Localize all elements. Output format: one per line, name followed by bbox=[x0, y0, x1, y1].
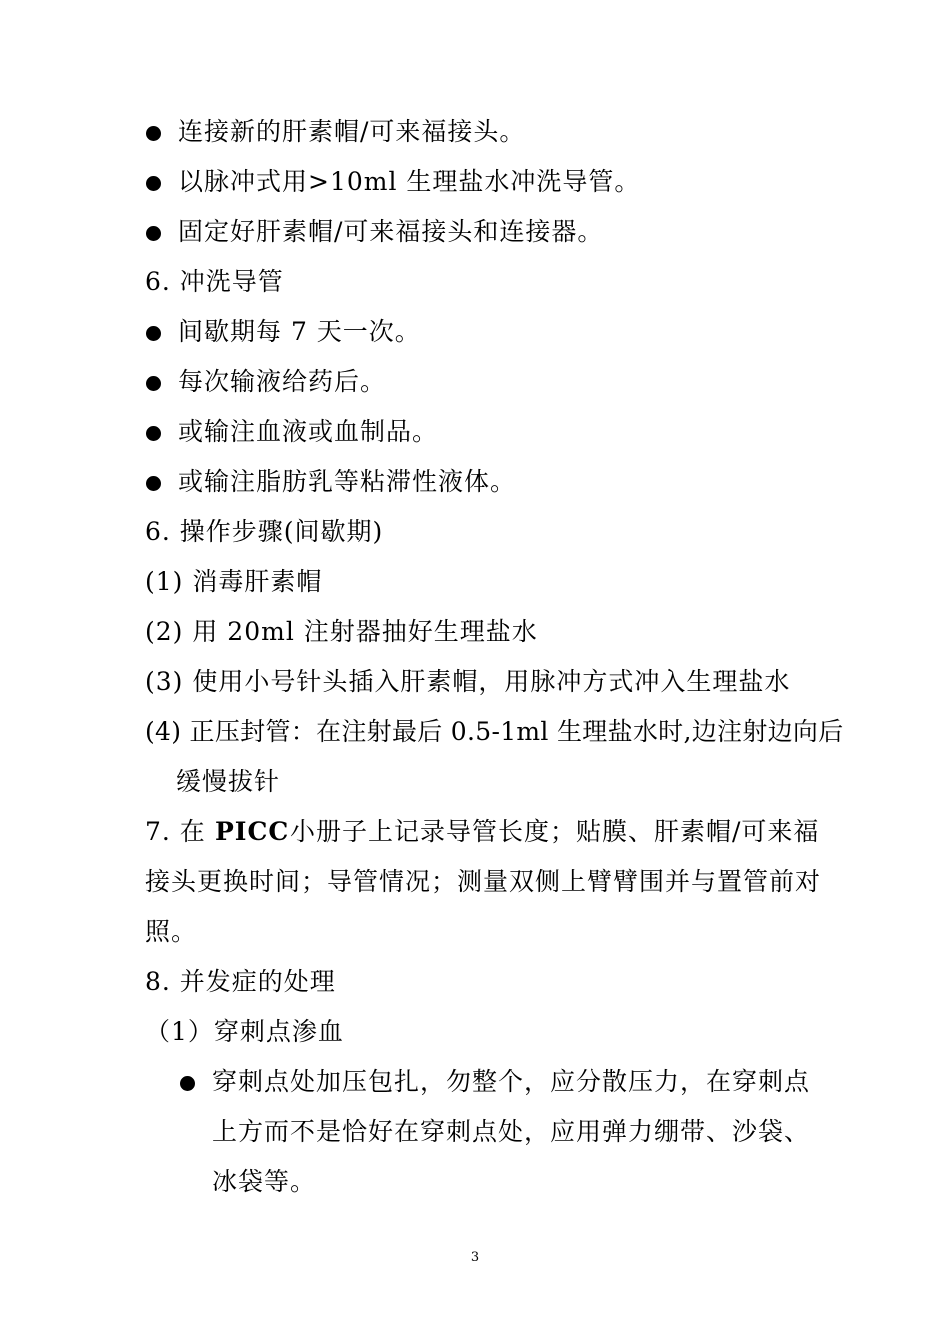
paragraph-line: 接头更换时间；导管情况；测量双侧上臂臂围并与置管前对 bbox=[145, 867, 822, 896]
step-item: (1) 消毒肝素帽 bbox=[145, 567, 323, 596]
bullet-item: 或输注血液或血制品。 bbox=[178, 417, 439, 446]
bullet-icon bbox=[146, 376, 161, 391]
bullet-icon bbox=[146, 426, 161, 441]
bullet-item: 连接新的肝素帽/可来福接头。 bbox=[178, 117, 526, 146]
section-heading: 8. 并发症的处理 bbox=[145, 967, 336, 996]
bullet-item: 固定好肝素帽/可来福接头和连接器。 bbox=[178, 217, 604, 246]
bullet-icon bbox=[146, 326, 161, 341]
step-item: (2) 用 20ml 注射器抽好生理盐水 bbox=[145, 617, 538, 646]
bullet-item: 穿刺点处加压包扎，勿整个，应分散压力，在穿刺点 bbox=[212, 1067, 811, 1096]
picc-term: PICC bbox=[215, 817, 290, 846]
bullet-icon bbox=[180, 1076, 195, 1091]
page-number: 3 bbox=[470, 1250, 480, 1265]
bullet-item-continuation: 冰袋等。 bbox=[212, 1167, 317, 1196]
step-item-continuation: 缓慢拔针 bbox=[176, 767, 281, 796]
paragraph-line: 照。 bbox=[145, 917, 198, 946]
bullet-item-continuation: 上方而不是恰好在穿刺点处，应用弹力绷带、沙袋、 bbox=[212, 1117, 811, 1146]
bullet-icon bbox=[146, 126, 161, 141]
section-heading: 6. 操作步骤(间歇期) bbox=[145, 517, 384, 546]
bullet-item: 或输注脂肪乳等粘滞性液体。 bbox=[178, 467, 517, 496]
bullet-item: 每次输液给药后。 bbox=[178, 367, 387, 396]
bullet-item: 以脉冲式用>10ml 生理盐水冲洗导管。 bbox=[178, 167, 641, 196]
bullet-icon bbox=[146, 476, 161, 491]
subsection-heading: （1）穿刺点渗血 bbox=[145, 1017, 344, 1046]
section-heading: 6. 冲洗导管 bbox=[145, 267, 284, 296]
numbered-paragraph-text: 小册子上记录导管长度；贴膜、肝素帽/可来福 bbox=[290, 817, 820, 846]
numbered-paragraph-lead: 7. 在 bbox=[145, 817, 206, 846]
step-item: (4) 正压封管：在注射最后 0.5-1ml 生理盐水时,边注射边向后 bbox=[145, 717, 844, 746]
bullet-icon bbox=[146, 226, 161, 241]
bullet-item: 间歇期每 7 天一次。 bbox=[178, 317, 421, 346]
step-item: (3) 使用小号针头插入肝素帽，用脉冲方式冲入生理盐水 bbox=[145, 667, 791, 696]
bullet-icon bbox=[146, 176, 161, 191]
